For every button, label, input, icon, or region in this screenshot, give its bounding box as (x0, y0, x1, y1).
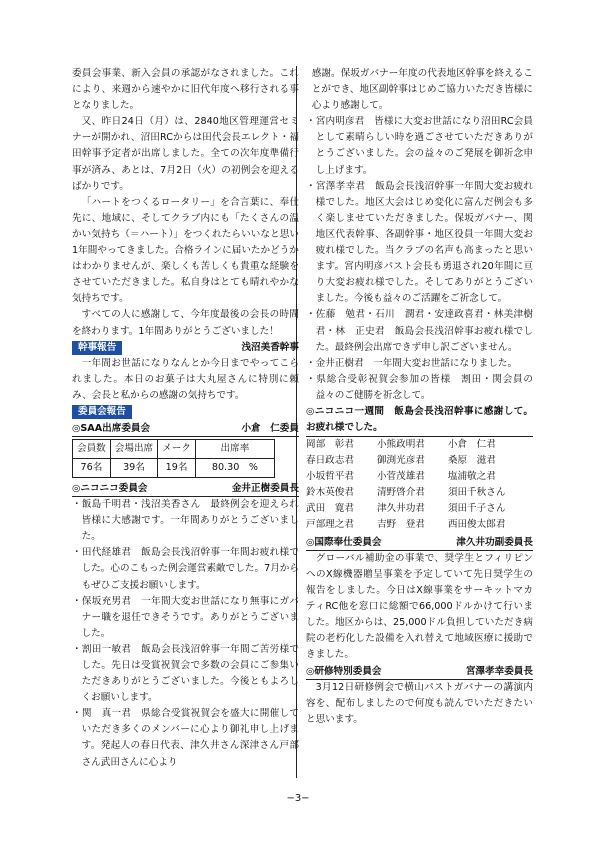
attendance-header: 会場出席 (110, 440, 157, 459)
names-row (306, 485, 533, 501)
attendance-value: 39名 (110, 459, 157, 478)
names-row (306, 501, 533, 517)
niko-header (72, 481, 299, 497)
member-name: 春日政志君 (306, 455, 354, 467)
member-name: 小坂哲平君 (306, 471, 354, 483)
kenshu-name: 宮澤孝幸委員長 (465, 666, 533, 678)
names-row (306, 517, 533, 533)
attendance-table (72, 439, 275, 478)
member-name: 須田千秋さん (447, 487, 506, 499)
list-item: ・佐藤 勉君・石川 潤君・安達政喜君・林美津樹君・林 正史君 飯島会長浅沼幹事お疲れ様でした。最終例会出席できず申し訳ございません。 (306, 309, 533, 353)
kenshu-header (306, 664, 533, 680)
attendance-value-row (73, 459, 275, 478)
niko-week-title: ◎ニコニコ一週間 飯島会長浅沼幹事に感謝して。お疲れ様でした。 (306, 404, 533, 437)
kokusai-name: 津久井功副委員長 (456, 536, 533, 548)
attendance-value: 80.30 % (195, 459, 274, 478)
names-row (306, 437, 533, 453)
kenshu-title: ◎研修特別委員会 (306, 666, 382, 678)
member-name: 岡部 彰君 (306, 438, 354, 450)
member-name: 小熊政明君 (376, 438, 425, 450)
paragraph-3: 「ハートをつくるロータリー」を合言葉に、奉仕先に、地域に、そしてクラブ内にも「たくさんの温かい気持ち（＝ハート）」をつくれたらいいなと思い1年間やってきました。合格ラインに届いたかどうかはわかりませんが、楽しくも苦しくも貴重な経験をさせていただきました。私自身はとても晴れやかな気持ちです。 (72, 196, 299, 305)
kokusai-header (306, 535, 533, 551)
member-name: 西田俊太郎君 (447, 519, 506, 531)
attendance-value: 76名 (73, 459, 111, 478)
list-item: ・金井正樹君 一年間大変お世話になりました。 (306, 357, 518, 369)
list-item: ・宮澤孝幸君 飯島会長浅沼幹事一年間大変お疲れ様でした。地区大会はじめ変化に富んだ例会も多く楽しませていただきました。保坂ガバナー、関地区代表幹事、各副幹事・地区役員一年間大変お疲れ様でした。当クラブの名声も高まったと思います。宮内明彦パスト会長も勇退され20年間に亘り大変お疲れ様でした。そしてありがとうございました。今後も益々のご活躍をご祈念して。 (306, 180, 533, 305)
list-item: ・関 真一君 県総合受賞祝賀会を盛大に開催していただき多くのメンバーに心より御礼申し上げます。発起人の春日代表、津久井さん深津さん戸部さん武田さんに心より (72, 708, 299, 768)
list-item: ・田代経雄君 飯島会長浅沼幹事一年間お疲れ様でした。心のこもった例会運営素敵でした。7月からもぜひご支援お願いします。 (72, 547, 299, 591)
list-item: ・保坂充男君 一年間大変お世話になり無事にガバナー職を退任できそうです。ありがとうございました。 (72, 595, 299, 639)
saa-title: ◎SAA出席委員会 (72, 423, 151, 435)
niko-name: 金井正樹委員長 (231, 483, 299, 495)
member-name: 小倉 仁君 (447, 438, 496, 450)
niko-title: ◎ニコニコ委員会 (72, 483, 148, 495)
attendance-header: メーク (158, 440, 196, 459)
member-name: 津久井功君 (376, 503, 425, 515)
niko-week-names (306, 437, 533, 534)
list-item: ・飯島千明君・浅沼美香さん 最終例会を迎えられ皆様に大感謝です。一年間ありがとうございました。 (72, 499, 299, 543)
member-name: 武田 寛君 (306, 503, 354, 515)
member-name: 戸部理之君 (306, 519, 354, 531)
member-name: 塩浦敬之君 (447, 471, 496, 483)
names-row (306, 453, 533, 469)
saa-header (72, 421, 299, 437)
continued-text: 感謝。保坂ガバナー年度の代表地区幹事を終えることができ、地区副幹事はじめご協力いただき皆様に心より感謝して。 (311, 68, 533, 112)
page-number: −3− (286, 793, 310, 804)
kokusai-title: ◎国際奉仕委員会 (306, 536, 382, 548)
list-item: ・割田一敏君 飯島会長浅沼幹事一年間ご苦労様でした。先日は受賞祝賀会で多数の会員にご参集いただきありがとうございました。今後ともよろしくお願いします。 (72, 643, 299, 704)
right-column (306, 66, 533, 728)
saa-name: 小倉 仁委員 (241, 423, 299, 435)
member-name: 須田千子さん (447, 503, 506, 515)
member-name: 鈴木英俊君 (306, 487, 354, 499)
member-name: 御渕光彦君 (376, 455, 425, 467)
paragraph-2: 又、昨日24日（月）は、2840地区管理運営セミナーが開かれ、沼田RCからは田代会長エレクト・福田幹事予定者が出席しました。全ての次年度準備行事が済み、あとは、7月2日（火）の初例会を迎えるばかりです。 (72, 116, 299, 192)
list-item: ・宮内明彦君 皆様に大変お世話になり沼田RC会員として素晴らしい時を過ごさせていただきありがとうございました。会の益々のご発展を御祈念申し上げます。 (306, 116, 533, 176)
kanji-report-header (72, 340, 299, 356)
member-name: 小菅茂雄君 (376, 471, 425, 483)
paragraph-4: すべての人に感謝して、今年度最後の会長の時間を終わります。1年間ありがとうございました！ (72, 309, 299, 337)
left-column (72, 66, 299, 771)
member-name: 桑原 滋君 (447, 455, 496, 467)
attendance-header-row (73, 440, 275, 459)
list-item: ・県総合受彰祝賀会参加の皆様 割田・関会員の益々のご健勝を祈念して。 (306, 373, 533, 401)
kanji-report-name: 浅沼美香幹事 (241, 341, 299, 353)
committee-report-label: 委員会報告 (72, 405, 132, 419)
kanji-report-label: 幹事報告 (72, 341, 122, 355)
kokusai-text: グローバル補助金の事業で、奨学生とフィリピンへのX線機器贈呈事業を予定していて先日奨学生の報告をしました。今日はX線事業をサーキットマカティRC他を窓口に総額で66,000ドルかけて行いました。地区からは、25,000ドル負担していただき病院の老朽化した設備を入れ替えて地域医療に援助できました。 (306, 552, 533, 661)
attendance-value: 19名 (158, 459, 196, 478)
member-name: 清野啓介君 (376, 487, 425, 499)
kenshu-text: 3月12日研修例会で横山パストガバナーの講演内容を、配布しましたので何度も読んでいただきたいと思います。 (306, 682, 533, 726)
names-row (306, 469, 533, 485)
kanji-report-text: 一年間お世話になりなんとか今日までやってこられました。本日のお菓子は大丸屋さんに特別に頼み、会長と私からの感謝の気持ちです。 (72, 357, 299, 401)
paragraph-1: 委員会事業、新入会員の承認がなされました。これにより、来週から速やかに旧代年度へ移行される事となりました。 (72, 68, 299, 112)
attendance-header: 会員数 (73, 440, 111, 459)
attendance-header: 出席率 (195, 440, 274, 459)
member-name: 吉野 登君 (376, 519, 425, 531)
